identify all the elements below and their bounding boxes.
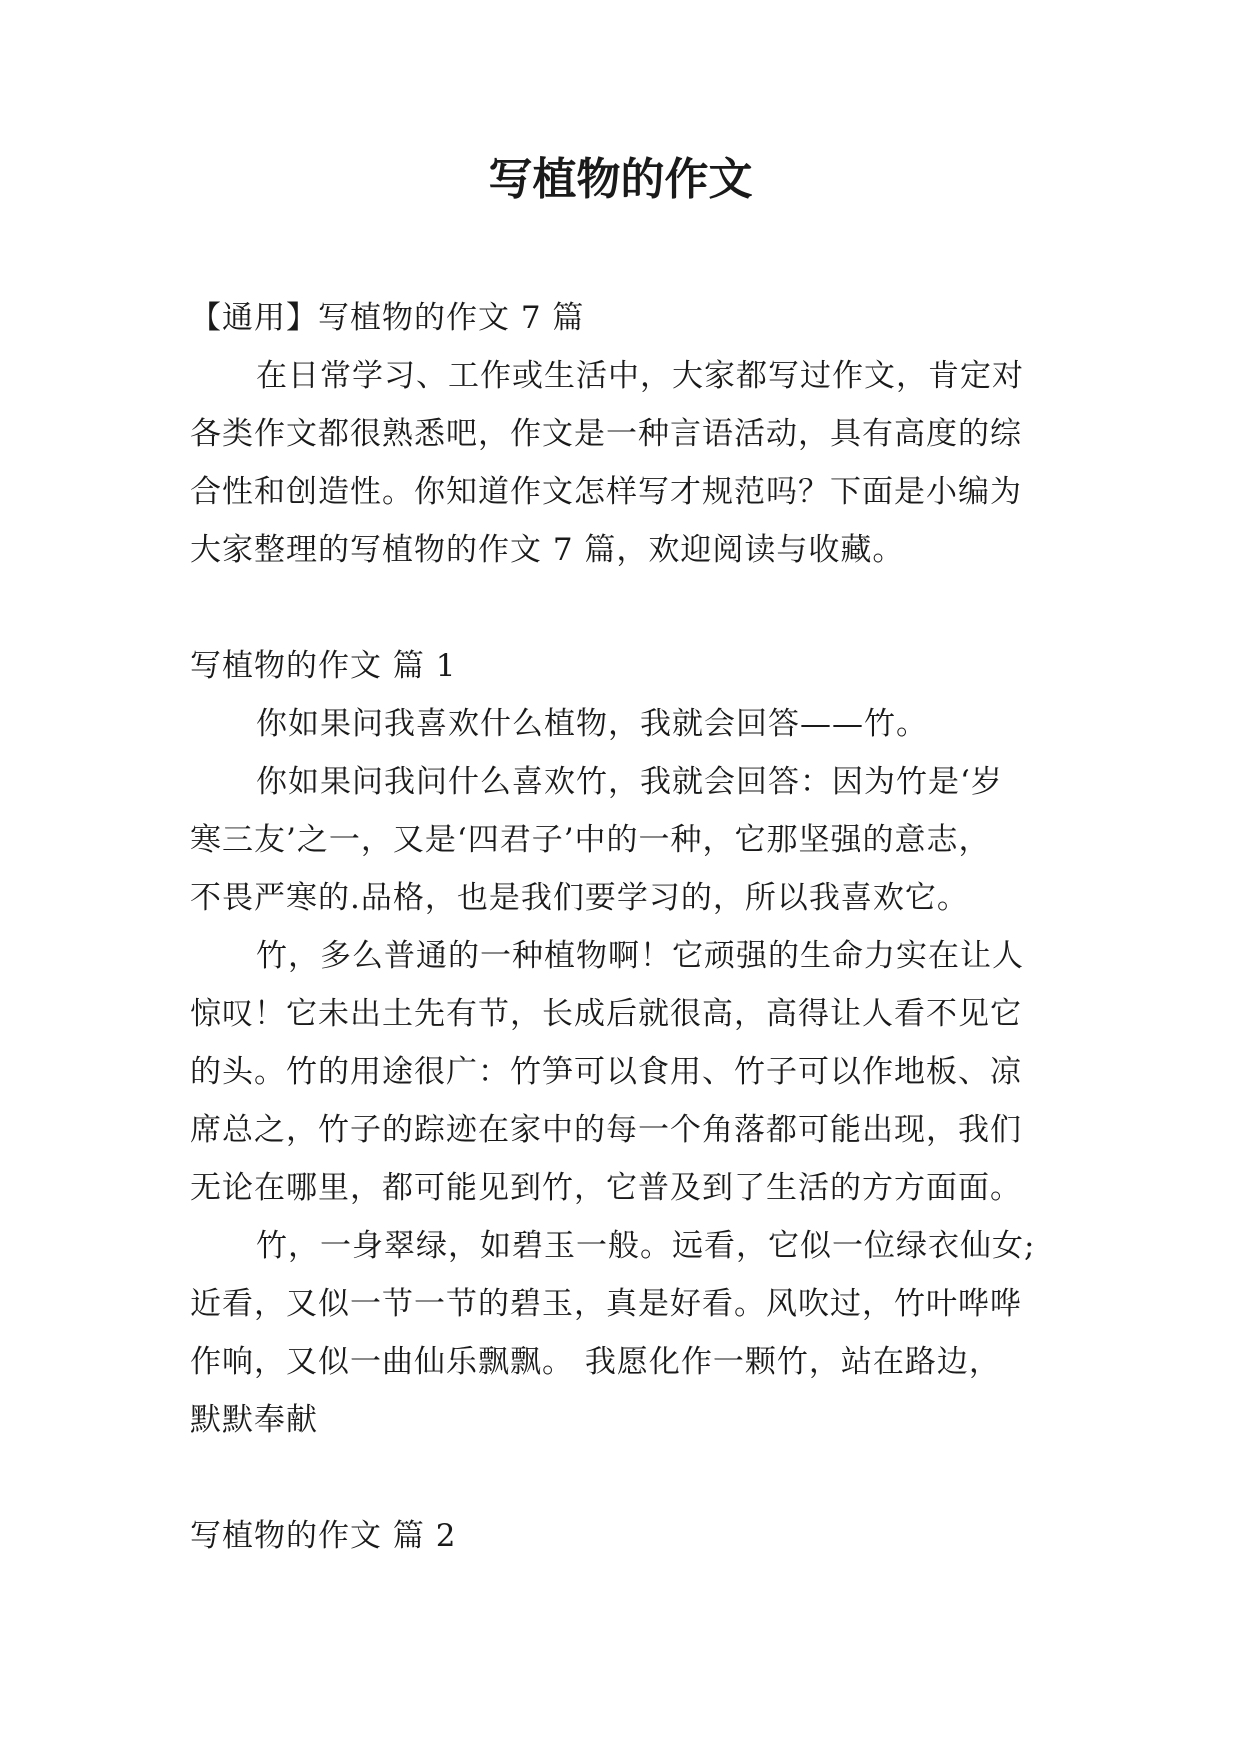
paragraph-line: 近看，又似一节一节的碧玉，真是好看。风吹过，竹叶哗哗	[190, 1286, 1022, 1322]
document-subtitle: 【通用】写植物的作文 7 篇	[190, 300, 585, 336]
paragraph-line: 的头。竹的用途很广：竹笋可以食用、竹子可以作地板、凉	[190, 1054, 1022, 1090]
paragraph-line: 你如果问我问什么喜欢竹，我就会回答：因为竹是‘岁	[256, 764, 1003, 800]
intro-line: 大家整理的写植物的作文 7 篇，欢迎阅读与收藏。	[190, 532, 905, 568]
paragraph-line: 竹，多么普通的一种植物啊！它顽强的生命力实在让人	[256, 938, 1024, 974]
document-title: 写植物的作文	[488, 154, 753, 205]
paragraph-line: 席总之，竹子的踪迹在家中的每一个角落都可能出现，我们	[190, 1112, 1022, 1148]
section-heading: 写植物的作文 篇 2	[190, 1518, 457, 1554]
paragraph-line: 作响，又似一曲仙乐飘飘。 我愿化作一颗竹，站在路边，	[190, 1344, 1001, 1380]
section-heading: 写植物的作文 篇 1	[190, 648, 457, 684]
paragraph-line: 不畏严寒的.品格，也是我们要学习的，所以我喜欢它。	[190, 880, 969, 916]
paragraph-line: 竹，一身翠绿，如碧玉一般。远看，它似一位绿衣仙女;	[256, 1228, 1036, 1264]
intro-line: 合性和创造性。你知道作文怎样写才规范吗？下面是小编为	[190, 474, 1022, 510]
paragraph-line: 无论在哪里，都可能见到竹，它普及到了生活的方方面面。	[190, 1170, 1022, 1206]
paragraph-line: 你如果问我喜欢什么植物，我就会回答——竹。	[256, 706, 928, 742]
paragraph-line: 寒三友’之一，又是‘四君子’中的一种，它那坚强的意志，	[190, 822, 991, 858]
paragraph-line: 默默奉献	[190, 1402, 318, 1438]
paragraph-line: 惊叹！它未出土先有节，长成后就很高，高得让人看不见它	[190, 996, 1022, 1032]
intro-line: 在日常学习、工作或生活中，大家都写过作文，肯定对	[256, 358, 1024, 394]
intro-line: 各类作文都很熟悉吧，作文是一种言语活动，具有高度的综	[190, 416, 1022, 452]
